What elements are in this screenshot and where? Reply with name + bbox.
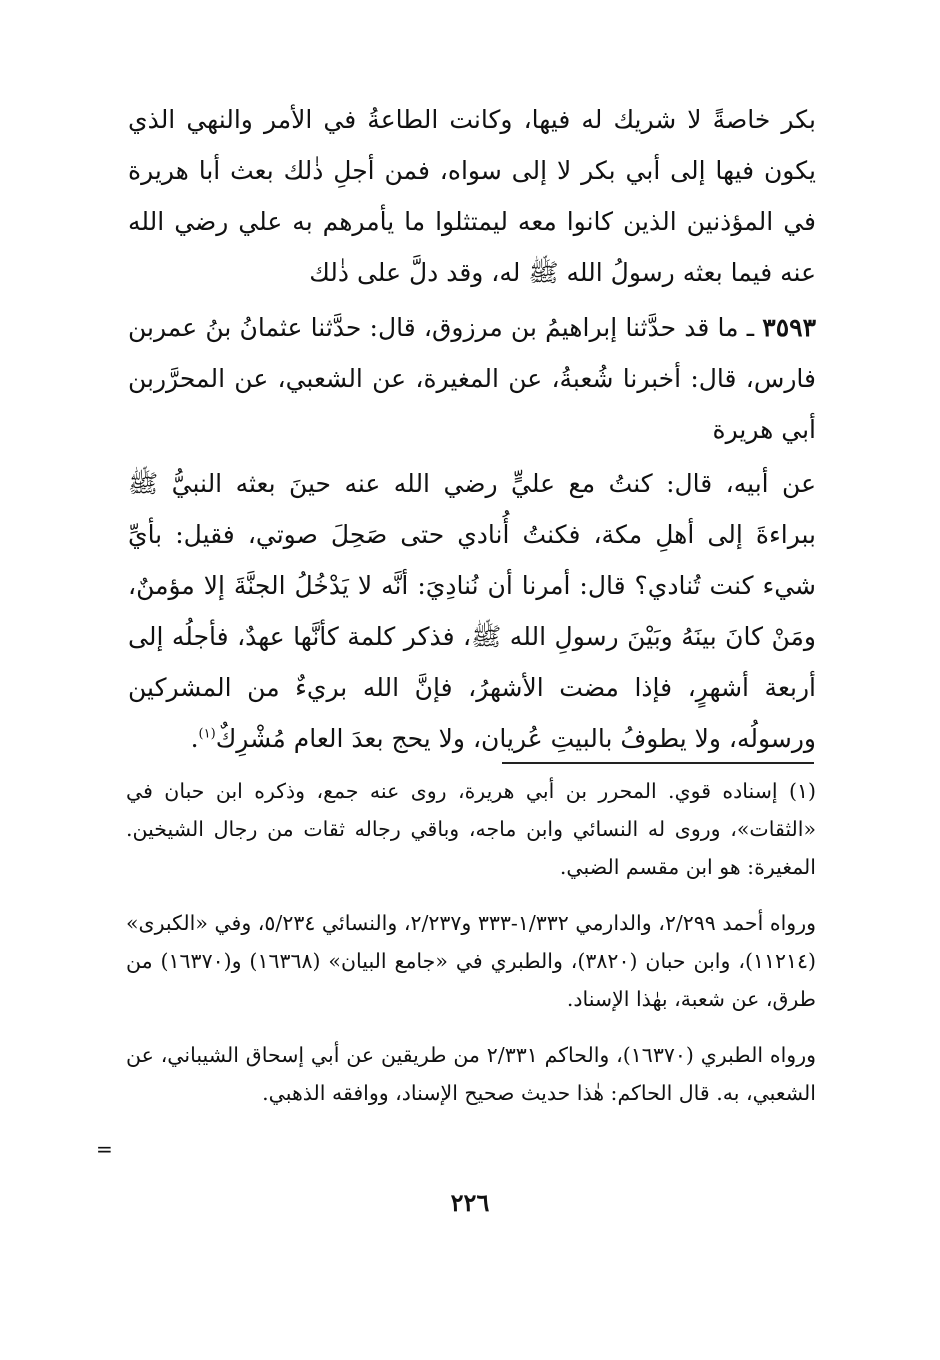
page-number: ٢٢٦ — [450, 1188, 490, 1217]
continuation-mark: = — [96, 1137, 113, 1161]
footnote-reference: (١) — [198, 726, 216, 742]
hadith-number: ٣٥٩٣ — [762, 313, 816, 342]
footnote-3-text: ورواه الطبري (١٦٣٧٠)، والحاكم ٢/٣٣١ من طريقين عن أبي إسحاق الشيباني، عن الشعبي، به. قال الحاكم: هٰذا حديث صحيح الإسناد، ووافقه الذهبي. — [126, 1043, 817, 1105]
footnote-2-text: ورواه أحمد ٢/٢٩٩، والدارمي ١/٣٣٢-٣٣٣ و٢/٢٣٧، والنسائي ٥/٢٣٤، وفي «الكبرى» (١١٢١٤)، وابن حبان (٣٨٢٠)، والطبري في «جامع البيان» (١٦٣٦٨) و(١٦٣٧٠) من طرق، عن شعبة، بهٰذا الإسناد. — [126, 911, 817, 1011]
paragraph-3-text: عن أبيه، قال: كنتُ مع عليٍّ رضي الله عنه حينَ بعثه النبيُّ ﷺ ببراءةَ إلى أهلِ مكة، فكنتُ أُنادي حتى صَحِلَ صوتي، فقيل: بأيِّ شيء كنت تُنادي؟ قال: أمرنا أن نُنادِيَ: أنَّه لا يَدْخُلُ الجنَّةَ إلا مؤمنٌ، ومَنْ كانَ بينَهُ وبَيْنَ رسولِ الله ﷺ، فذكر كلمة كأنَّها عهدٌ، فأجلُه إلى أربعة أشهرٍ، فإذا مضت الأشهرُ، فإنَّ الله بريءٌ من المشركين ورسولُه، ولا يطوفُ بالبيتِ عُريان، ولا يحج بعدَ العام مُشْرِكٌ — [128, 469, 816, 753]
footnote-1 — [126, 772, 816, 886]
hadith-text-paragraph — [128, 458, 816, 764]
main-paragraph-1 — [128, 94, 816, 298]
footnote-2 — [126, 904, 816, 1018]
footnote-divider — [502, 762, 814, 764]
paragraph-3-end: . — [190, 724, 199, 753]
paragraph-1-text: بكر خاصةً لا شريك له فيها، وكانت الطاعةُ في الأمر والنهي الذي يكون فيها إلى أبي بكر لا إلى سواه، فمن أجلِ ذٰلك بعث أبا هريرة في المؤذنين الذين كانوا معه ليمتثلوا ما يأمرهم به علي رضي الله عنه فيما بعثه رسولُ الله ﷺ له، وقد دلَّ على ذٰلك — [128, 105, 816, 287]
footnote-3 — [126, 1036, 816, 1112]
hadith-chain-paragraph — [128, 302, 816, 455]
paragraph-2-text: ـ ما قد حدَّثنا إبراهيمُ بن مرزوق، قال: حدَّثنا عثمانُ بنُ عمربن فارس، قال: أخبرنا شُعبةُ، عن المغيرة، عن الشعبي، عن المحرَّربن أبي هريرة — [128, 313, 816, 444]
footnote-1-text: (١) إسناده قوي. المحرر بن أبي هريرة، روى عنه جمع، وذكره ابن حبان في «الثقات»، وروى له النسائي وابن ماجه، وباقي رجاله ثقات من رجال الشيخين. المغيرة: هو ابن مقسم الضبي. — [126, 779, 816, 879]
